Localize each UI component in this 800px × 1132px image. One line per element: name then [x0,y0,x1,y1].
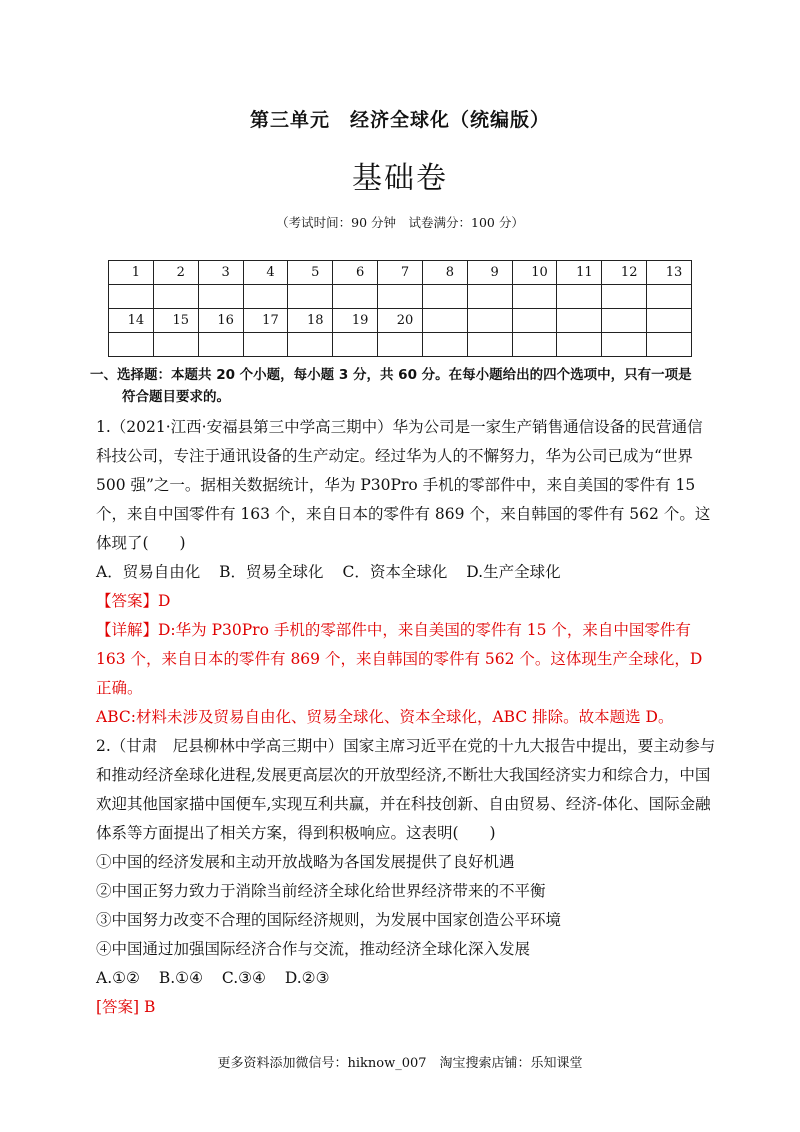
answer-cell[interactable] [198,333,243,357]
answer-cell[interactable] [422,333,467,357]
question-1-detail: 【详解】D:华为 P30Pro 手机的零部件中，来自美国的零件有 15 个，来自中国零件有 163 个，来自日本的零件有 869 个，来自韩国的零件有 562 个。这体现生产全球化，D 正确。 [96,621,703,697]
grid-cell: 9 [467,261,512,285]
grid-cell [647,309,692,333]
grid-cell [422,309,467,333]
grid-cell: 4 [243,261,288,285]
question-2-answer: [答案] B [96,998,156,1016]
answer-cell[interactable] [198,285,243,309]
answer-cell[interactable] [333,333,378,357]
question-2-statement: ③中国努力改变不合理的国际经济规则，为发展中国家创造公平环境 [96,911,562,929]
answer-cell[interactable] [557,285,602,309]
grid-cell: 19 [333,309,378,333]
answer-cell[interactable] [467,333,512,357]
option: C．资本全球化 [342,563,448,581]
grid-cell: 13 [647,261,692,285]
page-footer: 更多资料添加微信号：hiknow_007 淘宝搜索店铺：乐知课堂 [217,1056,583,1071]
grid-cell [467,309,512,333]
answer-cell[interactable] [467,285,512,309]
grid-cell: 6 [333,261,378,285]
grid-cell: 18 [288,309,333,333]
grid-cell: 8 [422,261,467,285]
grid-cell [602,309,647,333]
answer-cell[interactable] [288,285,333,309]
question-2-statement: ①中国的经济发展和主动开放战略为各国发展提供了良好机遇 [96,853,515,871]
grid-cell: 15 [153,309,198,333]
answer-cell[interactable] [109,333,154,357]
grid-cell: 16 [198,309,243,333]
answer-cell[interactable] [243,285,288,309]
document-title: 第三单元 经济全球化（统编版） [249,109,550,131]
question-1-options [96,558,716,587]
question-2-stem: 2.（甘肃 尼县柳林中学高三期中）国家主席习近平在党的十九大报告中提出，要主动参与和推动经济垒球化进程,发展更高层次的开放型经济,不断壮大我国经济实力和综合力，中国欢迎其他国家描中国便车,实现互利共赢，并在科技创新、自由贸易、经济-体化、国际金融体系等方面提出了相关方案，得到积极响应。这表明( ) [96,737,716,842]
answer-cell[interactable] [333,285,378,309]
answer-cell[interactable] [153,285,198,309]
section-instruction-line: 符合题目要求的。 [122,389,230,405]
option: A.①② [96,969,140,987]
answer-cell[interactable] [512,285,557,309]
question-1-answer: 【答案】D [96,592,171,610]
option: C.③④ [221,969,266,987]
answer-grid-number-row [109,309,692,333]
option: B．贸易全球化 [219,563,324,581]
answer-cell[interactable] [602,285,647,309]
question-1-stem: 1.（2021·江西·安福县第三中学高三期中）华为公司是一家生产销售通信设备的民营通信科技公司，专注于通讯设备的生产动定。经过华为人的不懈努力，华为公司已成为“世界 500 强”之一。据相关数据统计，华为 P30Pro 手机的零部件中，来自美国的零件有 15 个，来自中国零件有 163 个，来自日本的零件有 869 个，来自韩国的零件有 562 个。这体现了( ) [96,418,711,552]
grid-cell: 17 [243,309,288,333]
answer-cell[interactable] [378,285,423,309]
section-heading [90,364,720,408]
grid-cell: 11 [557,261,602,285]
answer-cell[interactable] [647,333,692,357]
exam-info: （考试时间：90 分钟 试卷满分：100 分） [276,215,524,230]
question-body [96,413,716,1022]
answer-cell[interactable] [109,285,154,309]
answer-cell[interactable] [557,333,602,357]
answer-grid [108,260,692,357]
answer-grid-number-row [109,261,692,285]
grid-cell: 10 [512,261,557,285]
answer-cell[interactable] [153,333,198,357]
option: D.②③ [284,969,330,987]
option: D.生产全球化 [466,563,561,581]
answer-grid-blank-row [109,285,692,309]
grid-cell: 14 [109,309,154,333]
question-1-detail-2: ABC:材料未涉及贸易自由化、贸易全球化、资本全球化，ABC 排除。故本题选 D。 [96,708,674,726]
grid-cell [557,309,602,333]
grid-cell: 1 [109,261,154,285]
answer-cell[interactable] [378,333,423,357]
answer-cell[interactable] [512,333,557,357]
answer-cell[interactable] [422,285,467,309]
answer-cell[interactable] [288,333,333,357]
question-2-options [96,964,716,993]
section-instruction-line: 一、选择题：本题共 20 个小题，每小题 3 分，共 60 分。在每小题给出的四个选项中，只有一项是 [90,367,692,383]
document-subtitle: 基础卷 [352,161,448,196]
grid-cell: 20 [378,309,423,333]
grid-cell: 12 [602,261,647,285]
option: B.①④ [158,969,203,987]
answer-grid-blank-row [109,333,692,357]
grid-cell: 2 [153,261,198,285]
grid-cell: 7 [378,261,423,285]
grid-cell: 5 [288,261,333,285]
grid-cell [512,309,557,333]
answer-cell[interactable] [647,285,692,309]
answer-cell[interactable] [243,333,288,357]
option: A．贸易自由化 [96,563,201,581]
answer-cell[interactable] [602,333,647,357]
question-2-statement: ④中国通过加强国际经济合作与交流，推动经济全球化深入发展 [96,940,531,958]
question-2-statement: ②中国正努力致力于消除当前经济全球化给世界经济带来的不平衡 [96,882,546,900]
grid-cell: 3 [198,261,243,285]
